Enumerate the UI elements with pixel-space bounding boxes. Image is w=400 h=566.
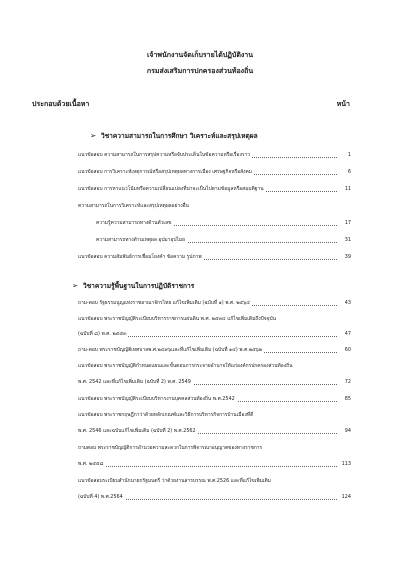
toc-page-number: 94 (344, 428, 351, 434)
dot-leader (78, 466, 337, 467)
toc-entry[interactable] (78, 167, 351, 177)
toc-entry-text: แนวข้อสอบ พระราชบัญญัติกำหนดแผนและขั้นตอนการกระจายอำนาจให้แก่องค์กรปกครองส่วนท้องถิ่น (78, 363, 293, 369)
toc-page-number: 85 (344, 396, 351, 402)
toc-entry[interactable] (78, 492, 351, 502)
toc-entry-text: ความสามารถทางด้านเหตุผล อุปมาอุปไมย (96, 237, 185, 243)
toc-entry-text: (ฉบับที่ ๘) พ.ศ. ๒๕๕๓ (78, 331, 127, 337)
section-title (72, 280, 194, 291)
toc-entry-text: แนวข้อสอบระเบียบสำนักนายกรัฐมนตรี ว่าด้วยงานสารบรรณ พ.ศ.2526 และที่แก้ไขเพิ่มเติม (78, 478, 271, 484)
toc-entry-text: ถามตอบ พระราชบัญญัติการอำนวยความสะดวกในการพิจารณาอนุญาตของทางราชการ (78, 445, 263, 451)
toc-entry-text: แนวข้อสอบ ความสัมพันธ์การเชื่อมโยงคำ ข้อความ รูปภาพ (78, 254, 202, 260)
toc-entry-text: ความรู้ความสามารถทางด้านตัวเลข (96, 220, 172, 226)
toc-entry-text: แนวข้อสอบ พระราชบัญญัติระเบียบบริหารราชการแผ่นดิน พ.ศ. ๒๕๓๔ แก้ไขเพิ่มเติมถึงปัจจุบัน (78, 316, 276, 322)
toc-entry-text: พ.ศ. 2546 และฉบับแก้ไขเพิ่มเติม (ฉบับที่ 2) พ.ศ.2562 (78, 428, 196, 434)
toc-entry-text: ถาม-ตอบ รัฐธรรมนูญแห่งราชอาณาจักรไทย แก้ไขเพิ่มเติม (ฉบับที่ ๑) พ.ศ. ๒๕๖๔ (78, 300, 250, 306)
toc-entry-text: แนวข้อสอบ การวิเคราะห์เหตุการณ์หรือสรุปเหตุผลทางการเมือง เศรษฐกิจหรือสังคม (78, 169, 253, 175)
toc-entry-text: (ฉบับที่ 4) พ.ศ.2564 (78, 494, 123, 500)
toc-entry-text: ถาม-ตอบ พระราชบัญญัติเทศบาลพ.ศ.๒๔๙๖และที่แก้ไขเพิ่มเติม (ฉบับที่ ๑๔) พ.ศ.๒๕๖๒ (78, 347, 262, 353)
toc-entry-text: แนวข้อสอบ การหาแนวโน้มหรือความเปลี่ยนแปลงที่น่าจะเป็นไปตามข้อมูลหรือสมมติฐาน (78, 186, 264, 192)
toc-subheading: ความสามารถในการวิเคราะห์และสรุปเหตุผลอย่างอื่น (78, 203, 189, 209)
section-title-text: วิชาความรู้พื้นฐานในการปฏิบัติราชการ (83, 282, 195, 290)
toc-page-number: 113 (341, 461, 351, 467)
toc-page-number: 1 (347, 152, 351, 158)
toc-entry[interactable] (78, 459, 351, 469)
page-heading-line2: กรมส่งเสริมการปกครองส่วนท้องถิ่น (146, 67, 254, 75)
toc-entry[interactable] (78, 345, 351, 355)
toc-entry[interactable] (78, 184, 351, 194)
toc-page-number: 31 (344, 237, 351, 243)
arrow-bullet-icon: ➢ (72, 281, 79, 290)
toc-entry-text: แนวข้อสอบ พระราชกฤษฎีกาว่าด้วยหลักเกณฑ์และวิธีการบริหารกิจการบ้านเมืองที่ดี (78, 412, 254, 418)
page-column-label: หน้า (336, 100, 350, 108)
toc-page-number: 11 (344, 186, 351, 192)
contents-header (32, 99, 350, 110)
toc-entry[interactable] (78, 426, 351, 436)
toc-entry[interactable] (78, 252, 351, 262)
toc-entry[interactable] (96, 218, 351, 228)
toc-page-number: 39 (344, 254, 351, 260)
toc-entry[interactable] (78, 298, 351, 308)
toc-page-number: 47 (344, 331, 351, 337)
toc-page-number: 6 (347, 169, 351, 175)
arrow-bullet-icon: ➢ (90, 131, 97, 140)
toc-entry[interactable] (78, 329, 351, 339)
toc-entry[interactable] (96, 235, 351, 245)
toc-page-number: 43 (344, 300, 351, 306)
contents-label: ประกอบด้วยเนื้อหา (32, 100, 90, 108)
toc-entry[interactable] (78, 394, 351, 404)
toc-entry-text: พ.ศ. 2542 และที่แก้ไขเพิ่มเติม (ฉบับที่ 2) พ.ศ. 2549 (78, 379, 191, 385)
toc-page-number: 60 (344, 347, 351, 353)
toc-entry[interactable] (78, 377, 351, 387)
toc-page-number: 17 (344, 220, 351, 226)
section-title (90, 130, 258, 141)
toc-page-number: 72 (344, 379, 351, 385)
toc-entry-text: แนวข้อสอบ ความสามารถในการสรุปความหรือจับประเด็นในข้อความหรือเรื่องราว (78, 152, 250, 158)
toc-entry-text: แนวข้อสอบ พระราชบัญญัติระเบียบบริหารงานบุคคลส่วนท้องถิ่น พ.ศ.2542 (78, 396, 235, 402)
page-heading-line1: เจ้าพนักงานจัดเก็บรายได้ปฏิบัติงาน (146, 51, 254, 59)
section-title-text: วิชาความสามารถในการศึกษา วิเคราะห์และสรุปเหตุผล (101, 132, 258, 140)
toc-entry-text: พ.ศ. ๒๕๕๘ (78, 461, 104, 467)
toc-entry[interactable] (78, 150, 351, 160)
toc-page-number: 124 (341, 494, 351, 500)
